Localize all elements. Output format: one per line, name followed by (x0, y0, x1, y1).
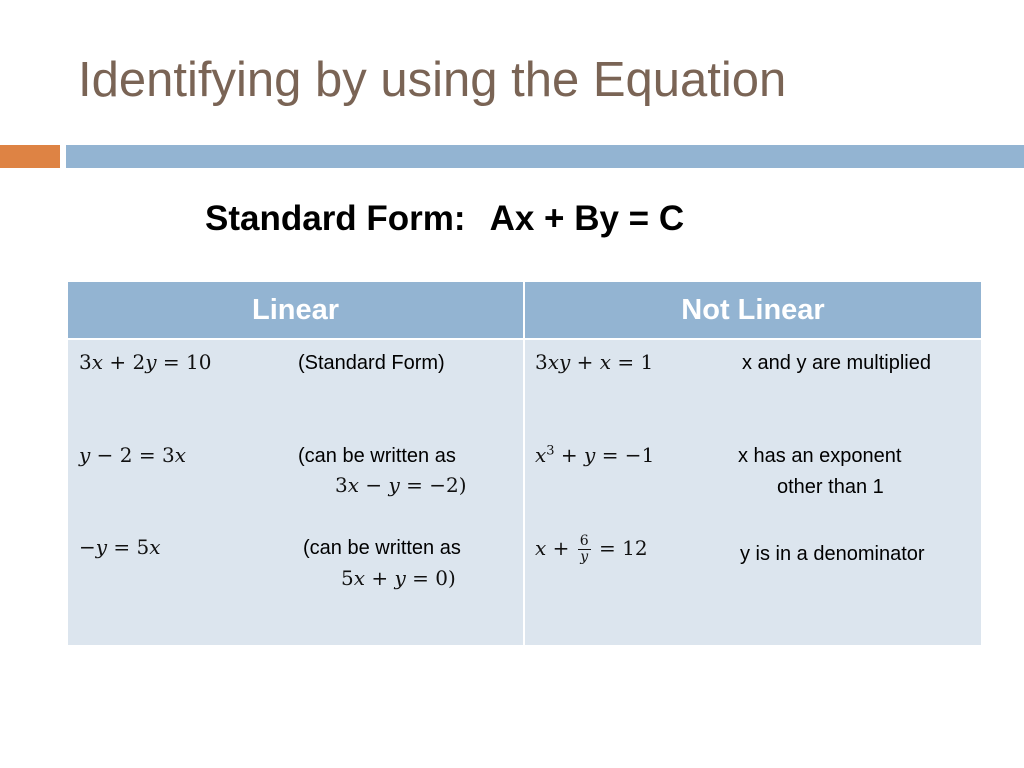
linear-note-3: (can be written as (303, 537, 461, 559)
nonlinear-note-2-cont: other than 1 (777, 476, 884, 498)
nonlinear-note-2: x has an exponent (738, 445, 902, 467)
nonlinear-equation-3-post: = 12 (592, 536, 648, 560)
nonlinear-equation-2-base: 𝑥 (535, 443, 547, 467)
nonlinear-equation-2-rest: + 𝑦 = −1 (554, 443, 655, 467)
standard-form-label: Standard Form: (205, 199, 466, 238)
nonlinear-equation-2 (535, 443, 654, 467)
fraction-denominator: 𝑦 (580, 549, 589, 565)
linear-rewrite-3: 5𝑥 + 𝑦 = 0) (341, 566, 456, 590)
fraction (578, 534, 591, 565)
title-rule (66, 145, 1024, 168)
nonlinear-equation-1: 3𝑥𝑦 + 𝑥 = 1 (535, 350, 654, 374)
standard-form-heading (205, 199, 684, 239)
nonlinear-equation-3-pre: 𝑥 + (535, 536, 576, 560)
linear-equation-3: −𝑦 = 5𝑥 (79, 535, 161, 559)
fraction-numerator: 6 (579, 533, 589, 549)
header-not-linear: Not Linear (525, 282, 981, 338)
comparison-table (68, 282, 981, 645)
slide-title: Identifying by using the Equation (78, 53, 787, 107)
linear-note-2: (can be written as (298, 445, 456, 467)
nonlinear-note-1: x and y are multiplied (742, 352, 931, 374)
nonlinear-equation-3 (535, 534, 648, 565)
linear-rewrite-2: 3𝑥 − 𝑦 = −2) (335, 473, 467, 497)
nonlinear-equation-2-exponent: 3 (546, 443, 555, 459)
linear-note-1: (Standard Form) (298, 352, 445, 374)
accent-rule (0, 145, 60, 168)
header-divider (68, 338, 981, 340)
standard-form-equation: Ax + By = C (489, 199, 685, 238)
header-linear: Linear (68, 282, 523, 338)
column-divider (523, 282, 525, 645)
linear-equation-2: 𝑦 − 2 = 3𝑥 (79, 443, 186, 467)
nonlinear-note-3: y is in a denominator (740, 543, 925, 565)
linear-equation-1: 3𝑥 + 2𝑦 = 10 (79, 350, 212, 374)
